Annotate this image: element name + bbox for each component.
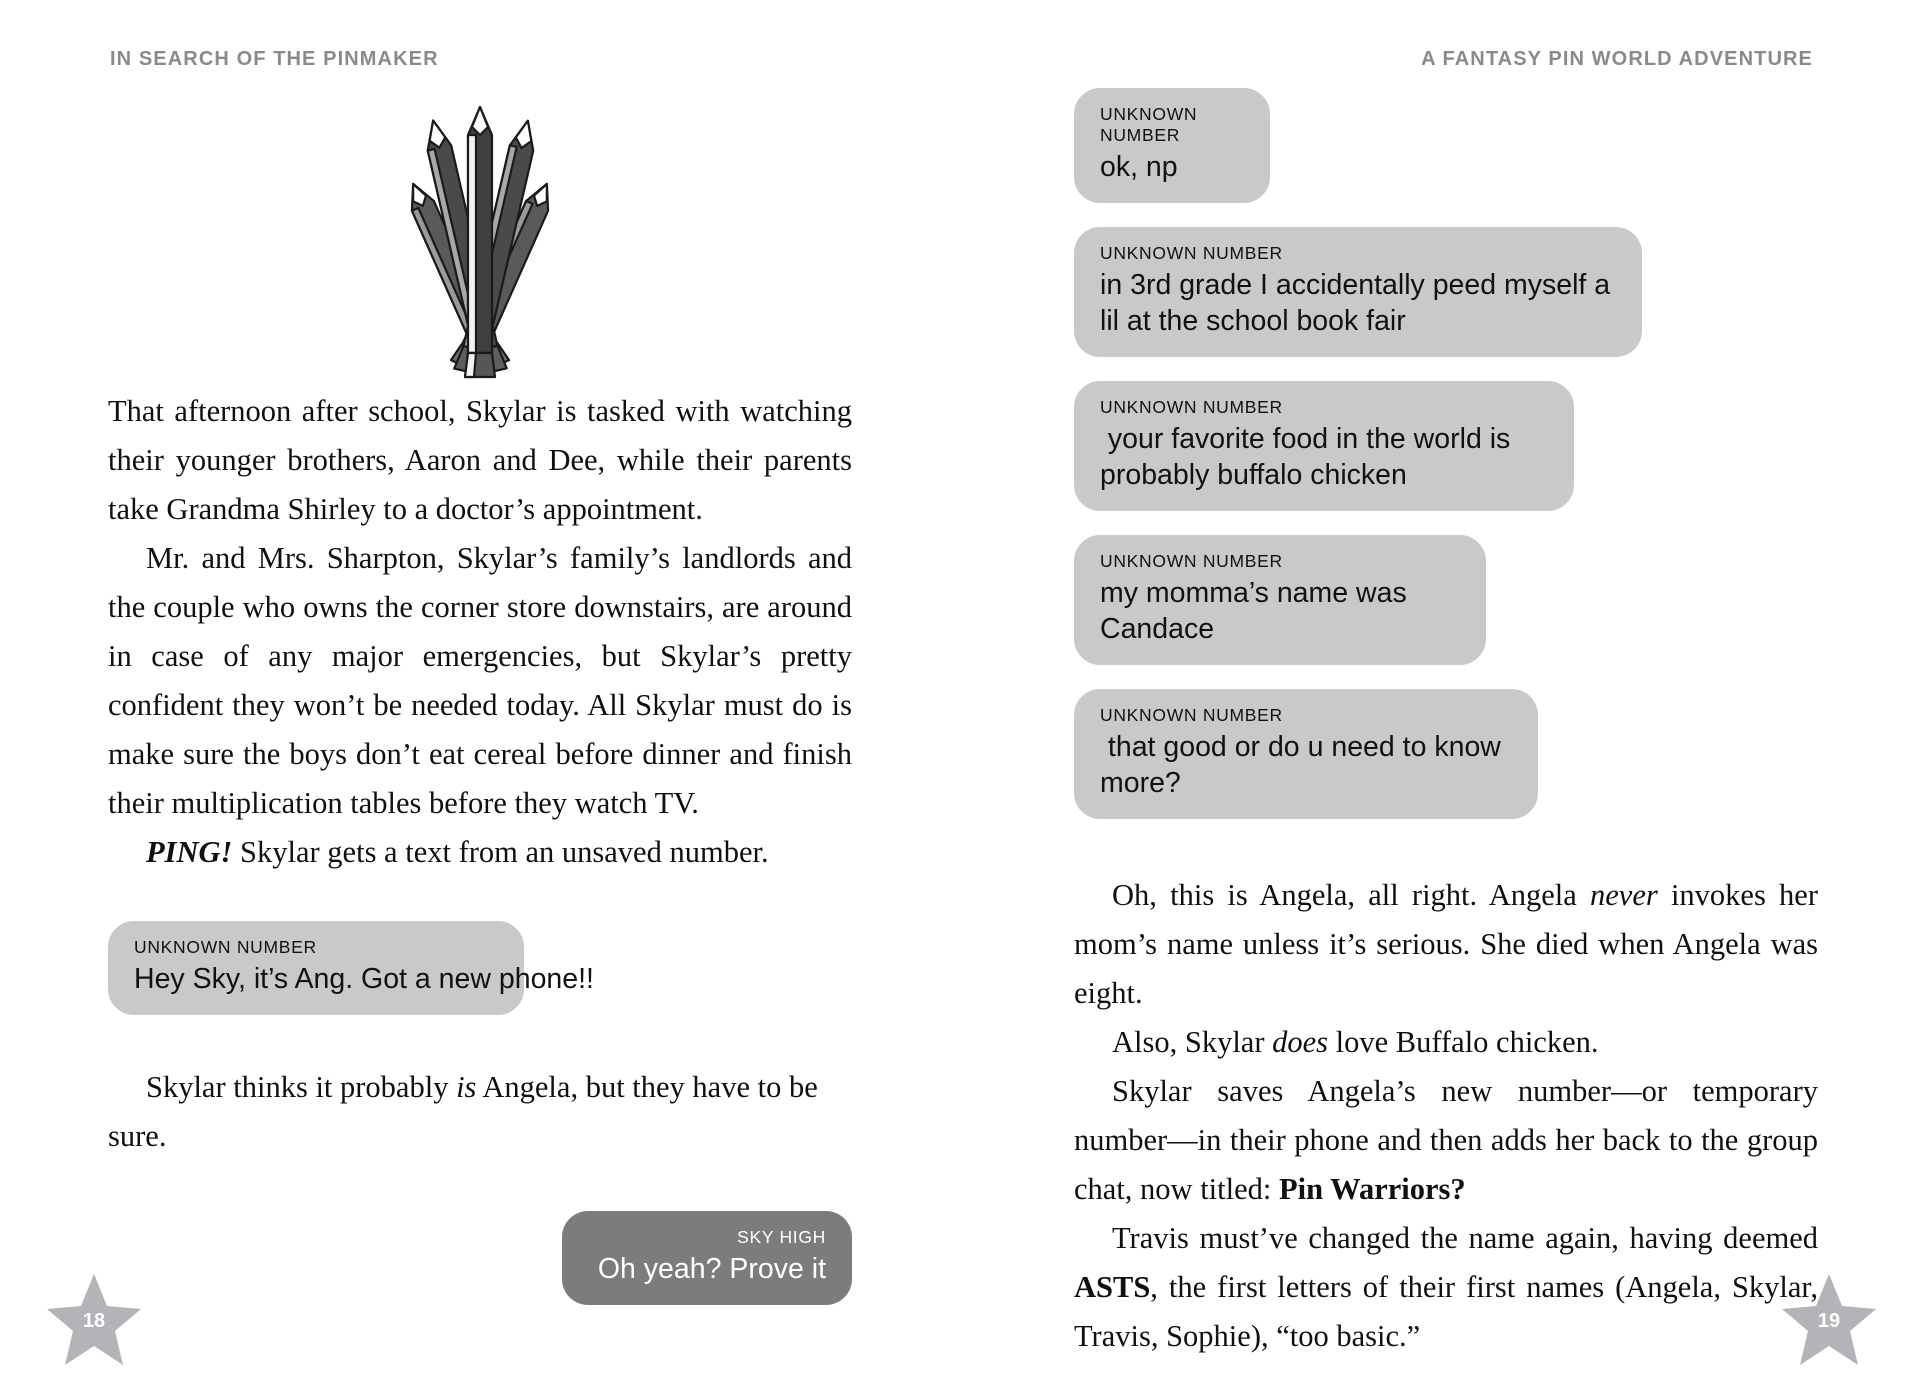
right-page-column [1074, 88, 1818, 1361]
text-run-italic: does [1272, 1025, 1329, 1059]
chat-bubble-sender: UNKNOWN NUMBER [1100, 551, 1283, 571]
paragraph: Mr. and Mrs. Sharpton, Skylar’s family’s landlords and the couple who owns the corner store downstairs, are around in case of any major emergencies, but Skylar’s pretty confident they won’t be needed today. All Skylar must do is make sure the boys don’t eat cereal before dinner and finish their multiplication tables before they watch TV. [108, 541, 852, 820]
middle-after: Angela, but they have to be sure. [108, 1070, 818, 1153]
chat-bubble-message: ok, np [1100, 151, 1178, 183]
ping-emphasis: PING! [146, 835, 233, 869]
paragraph [1074, 1214, 1818, 1361]
chat-bubble-sender: SKY HIGH [737, 1227, 826, 1247]
chat-block-left-1 [108, 921, 852, 1015]
page-number: 18 [82, 1309, 106, 1332]
chat-bubble-sender: UNKNOWN NUMBER [1100, 705, 1283, 725]
pins-icon [395, 103, 565, 383]
chat-bubble-received[interactable] [1074, 535, 1486, 665]
text-run: Skylar saves Angela’s new number—or temporary number—in their phone and then adds her back to the group chat, now titled: [1074, 1074, 1818, 1206]
bubble-row [108, 921, 852, 1015]
chat-bubble-sender: UNKNOWN NUMBER [1100, 104, 1198, 145]
chat-bubble-received[interactable] [108, 921, 594, 1015]
chat-bubble-message: your favorite food in the world is probably buffalo chicken [1100, 423, 1519, 491]
chat-bubble-sender: UNKNOWN NUMBER [1100, 397, 1283, 417]
text-run: invokes her mom’s name unless it’s serious. She died when Angela was eight. [1074, 878, 1819, 1010]
bubble-row [1074, 381, 1818, 511]
chat-bubble-message: Hey Sky, it’s Ang. Got a new phone!! [134, 963, 594, 995]
chat-bubble-sender: UNKNOWN NUMBER [1100, 243, 1283, 263]
chat-bubble-sent[interactable] [562, 1211, 852, 1305]
paragraph [1074, 1067, 1818, 1214]
page-number: 19 [1817, 1309, 1841, 1332]
acronym-bold: ASTS [1074, 1270, 1151, 1304]
chat-bubble-received[interactable] [1074, 381, 1574, 511]
bubble-row [108, 1211, 852, 1305]
text-run-italic: never [1590, 878, 1658, 912]
right-page [962, 0, 1923, 1400]
paragraph: That afternoon after school, Skylar is tasked with watching their younger brothers, Aaron and Dee, while their parents take Grandma Shirley to a doctor’s appointment. [108, 394, 852, 526]
text-run: Travis must’ve changed the name again, having deemed [1112, 1221, 1818, 1255]
text-run: love Buffalo chicken. [1328, 1025, 1599, 1059]
bubble-row [1074, 88, 1818, 203]
paragraph [1074, 871, 1818, 1018]
chat-bubble-received[interactable] [1074, 689, 1538, 819]
bubble-row [1074, 227, 1818, 357]
chat-thread [1074, 88, 1818, 819]
middle-paragraph [108, 1063, 852, 1161]
chat-bubble-received[interactable] [1074, 227, 1642, 357]
chat-bubble-message: Oh yeah? Prove it [597, 1253, 826, 1285]
ping-rest: Skylar gets a text from an unsaved number. [232, 835, 769, 869]
chat-bubble-message: my momma’s name was Candace [1100, 577, 1415, 645]
chat-bubble-message: that good or do u need to know more? [1100, 731, 1509, 799]
text-run: Oh, this is Angela, all right. Angela [1112, 878, 1590, 912]
running-head-right: A FANTASY PIN WORLD ADVENTURE [1421, 48, 1813, 70]
ping-paragraph [108, 828, 852, 877]
bundle-of-pins-illustration [108, 100, 852, 385]
paragraph [1074, 1018, 1818, 1067]
chat-block-left-2 [108, 1211, 852, 1305]
left-page [0, 0, 961, 1400]
running-head-left: IN SEARCH OF THE PINMAKER [110, 48, 439, 70]
text-run: , the first letters of their first names (Angela, Skylar, Travis, Sophie), “too basic.” [1074, 1270, 1818, 1353]
bubble-row [1074, 535, 1818, 665]
middle-before: Skylar thinks it probably [146, 1070, 457, 1104]
middle-emphasis: is [456, 1070, 477, 1104]
page-number-star-right [1779, 1272, 1879, 1368]
chat-bubble-message: in 3rd grade I accidentally peed myself a lil at the school book fair [1100, 269, 1619, 337]
chat-bubble-received[interactable] [1074, 88, 1270, 203]
chat-title-bold: Pin Warriors? [1278, 1172, 1466, 1206]
left-page-column [108, 100, 852, 1305]
chat-bubble-sender: UNKNOWN NUMBER [134, 937, 317, 957]
page-number-star-left [44, 1272, 144, 1368]
text-run: Also, Skylar [1112, 1025, 1273, 1059]
bubble-row [1074, 689, 1818, 819]
